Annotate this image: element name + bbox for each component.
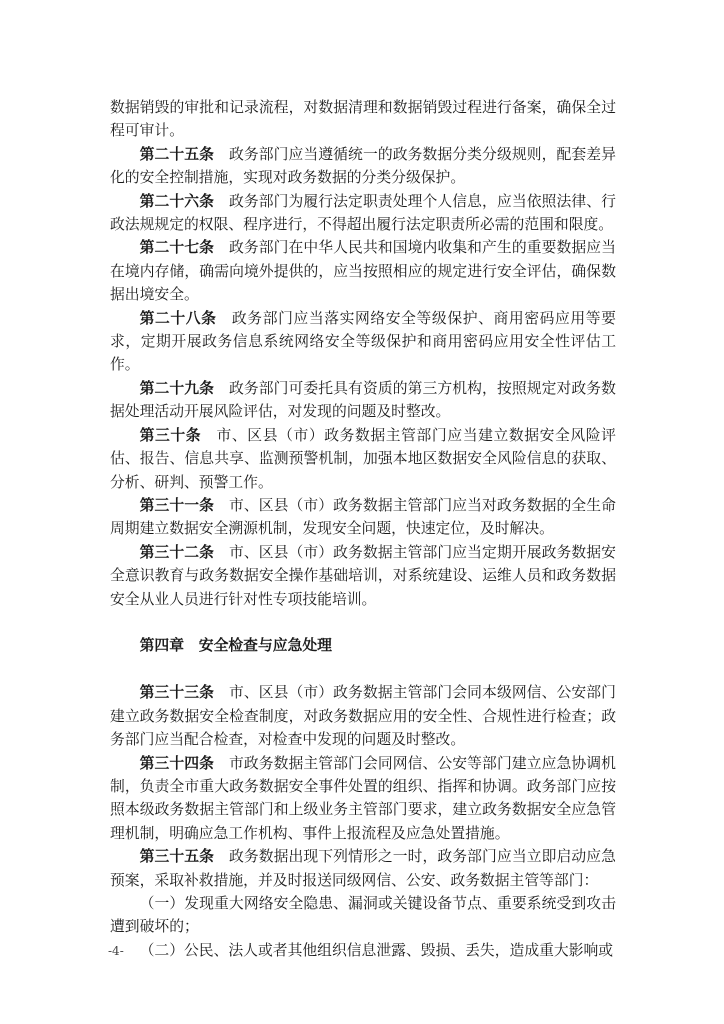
article-paragraph [110, 307, 616, 377]
article-paragraph [110, 424, 616, 494]
article-number: 第二十五条 [139, 145, 215, 163]
article-body: 市、区县（市）政务数据主管部门会同本级网信、公安部门建立政务数据安全检查制度，对政务数据应用的安全性、合规性进行检查；政务部门应当配合检查，对检查中发现的问题及时整改。 [110, 684, 616, 749]
article-body: 政务部门可委托具有资质的第三方机构，按照规定对政务数据处理活动开展风险评估，对发现的问题及时整改。 [110, 379, 616, 421]
article-paragraph [110, 236, 616, 306]
page-number: -4- [108, 944, 124, 958]
text-paragraph [110, 96, 616, 143]
article-paragraph [110, 377, 616, 424]
document-body [110, 96, 616, 962]
article-number: 第二十八条 [139, 309, 217, 327]
article-number: 第三十条 [139, 426, 202, 444]
article-body: 市、区县（市）政务数据主管部门应当建立数据安全风险评估、报告、信息共享、监测预警机制，加强本地区数据安全风险信息的获取、分析、研判、预警工作。 [110, 426, 616, 491]
article-paragraph [110, 190, 616, 237]
text-paragraph [110, 892, 616, 939]
article-paragraph [110, 752, 616, 846]
article-body: （二）公民、法人或者其他组织信息泄露、毁损、丢失，造成重大影响或 [139, 941, 614, 959]
article-number: 第二十七条 [139, 239, 215, 257]
article-number: 第三十二条 [139, 543, 215, 561]
text-paragraph [110, 939, 616, 962]
article-paragraph [110, 494, 616, 541]
article-number: 第二十六条 [139, 192, 215, 210]
article-number: 第三十五条 [139, 848, 215, 866]
article-number: 第三十四条 [139, 754, 215, 772]
article-paragraph [110, 143, 616, 190]
article-body: 市、区县（市）政务数据主管部门应当定期开展政务数据安全意识教育与政务数据安全操作基础培训，对系统建设、运维人员和政务数据安全从业人员进行针对性专项技能培训。 [110, 543, 616, 608]
article-body: 政务数据出现下列情形之一时，政务部门应当立即启动应急预案，采取补救措施，并及时报送同级网信、公安、政务数据主管等部门： [110, 848, 616, 889]
article-paragraph [110, 681, 616, 751]
article-body: 政务部门在中华人民共和国境内收集和产生的重要数据应当在境内存储，确需向境外提供的，应当按照相应的规定进行安全评估，确保数据出境安全。 [110, 239, 616, 304]
article-body: 政务部门为履行法定职责处理个人信息，应当依照法律、行政法规规定的权限、程序进行，不得超出履行法定职责所必需的范围和限度。 [110, 192, 616, 234]
article-body: 政务部门应当落实网络安全等级保护、商用密码应用等要求，定期开展政务信息系统网络安全等级保护和商用密码应用安全性评估工作。 [110, 309, 616, 374]
chapter-heading: 第四章 安全检查与应急处理 [139, 636, 332, 654]
article-body: 市、区县（市）政务数据主管部门应当对政务数据的全生命周期建立数据安全溯源机制，发现安全问题，快速定位，及时解决。 [110, 496, 616, 538]
article-body: 政务部门应当遵循统一的政务数据分类分级规则，配套差异化的安全控制措施，实现对政务数据的分类分级保护。 [110, 145, 616, 187]
article-body: 市政务数据主管部门会同网信、公安等部门建立应急协调机制，负责全市重大政务数据安全事件处置的组织、指挥和协调。政务部门应按照本级政务数据主管部门和上级业务主管部门要求，建立政务数据安全应急管理机制，明确应急工作机构、事件上报流程及应急处置措施。 [110, 754, 616, 842]
article-number: 第三十一条 [139, 496, 215, 514]
article-paragraph [110, 845, 616, 892]
articles-section-bottom [110, 681, 616, 962]
article-body: （一）发现重大网络安全隐患、漏洞或关键设备节点、重要系统受到攻击遭到破坏的； [110, 895, 616, 936]
article-body: 数据销毁的审批和记录流程，对数据清理和数据销毁过程进行备案，确保全过程可审计。 [110, 99, 616, 140]
article-paragraph [110, 541, 616, 611]
article-number: 第二十九条 [139, 379, 215, 397]
articles-section-top [110, 96, 616, 611]
article-number: 第三十三条 [139, 684, 215, 702]
